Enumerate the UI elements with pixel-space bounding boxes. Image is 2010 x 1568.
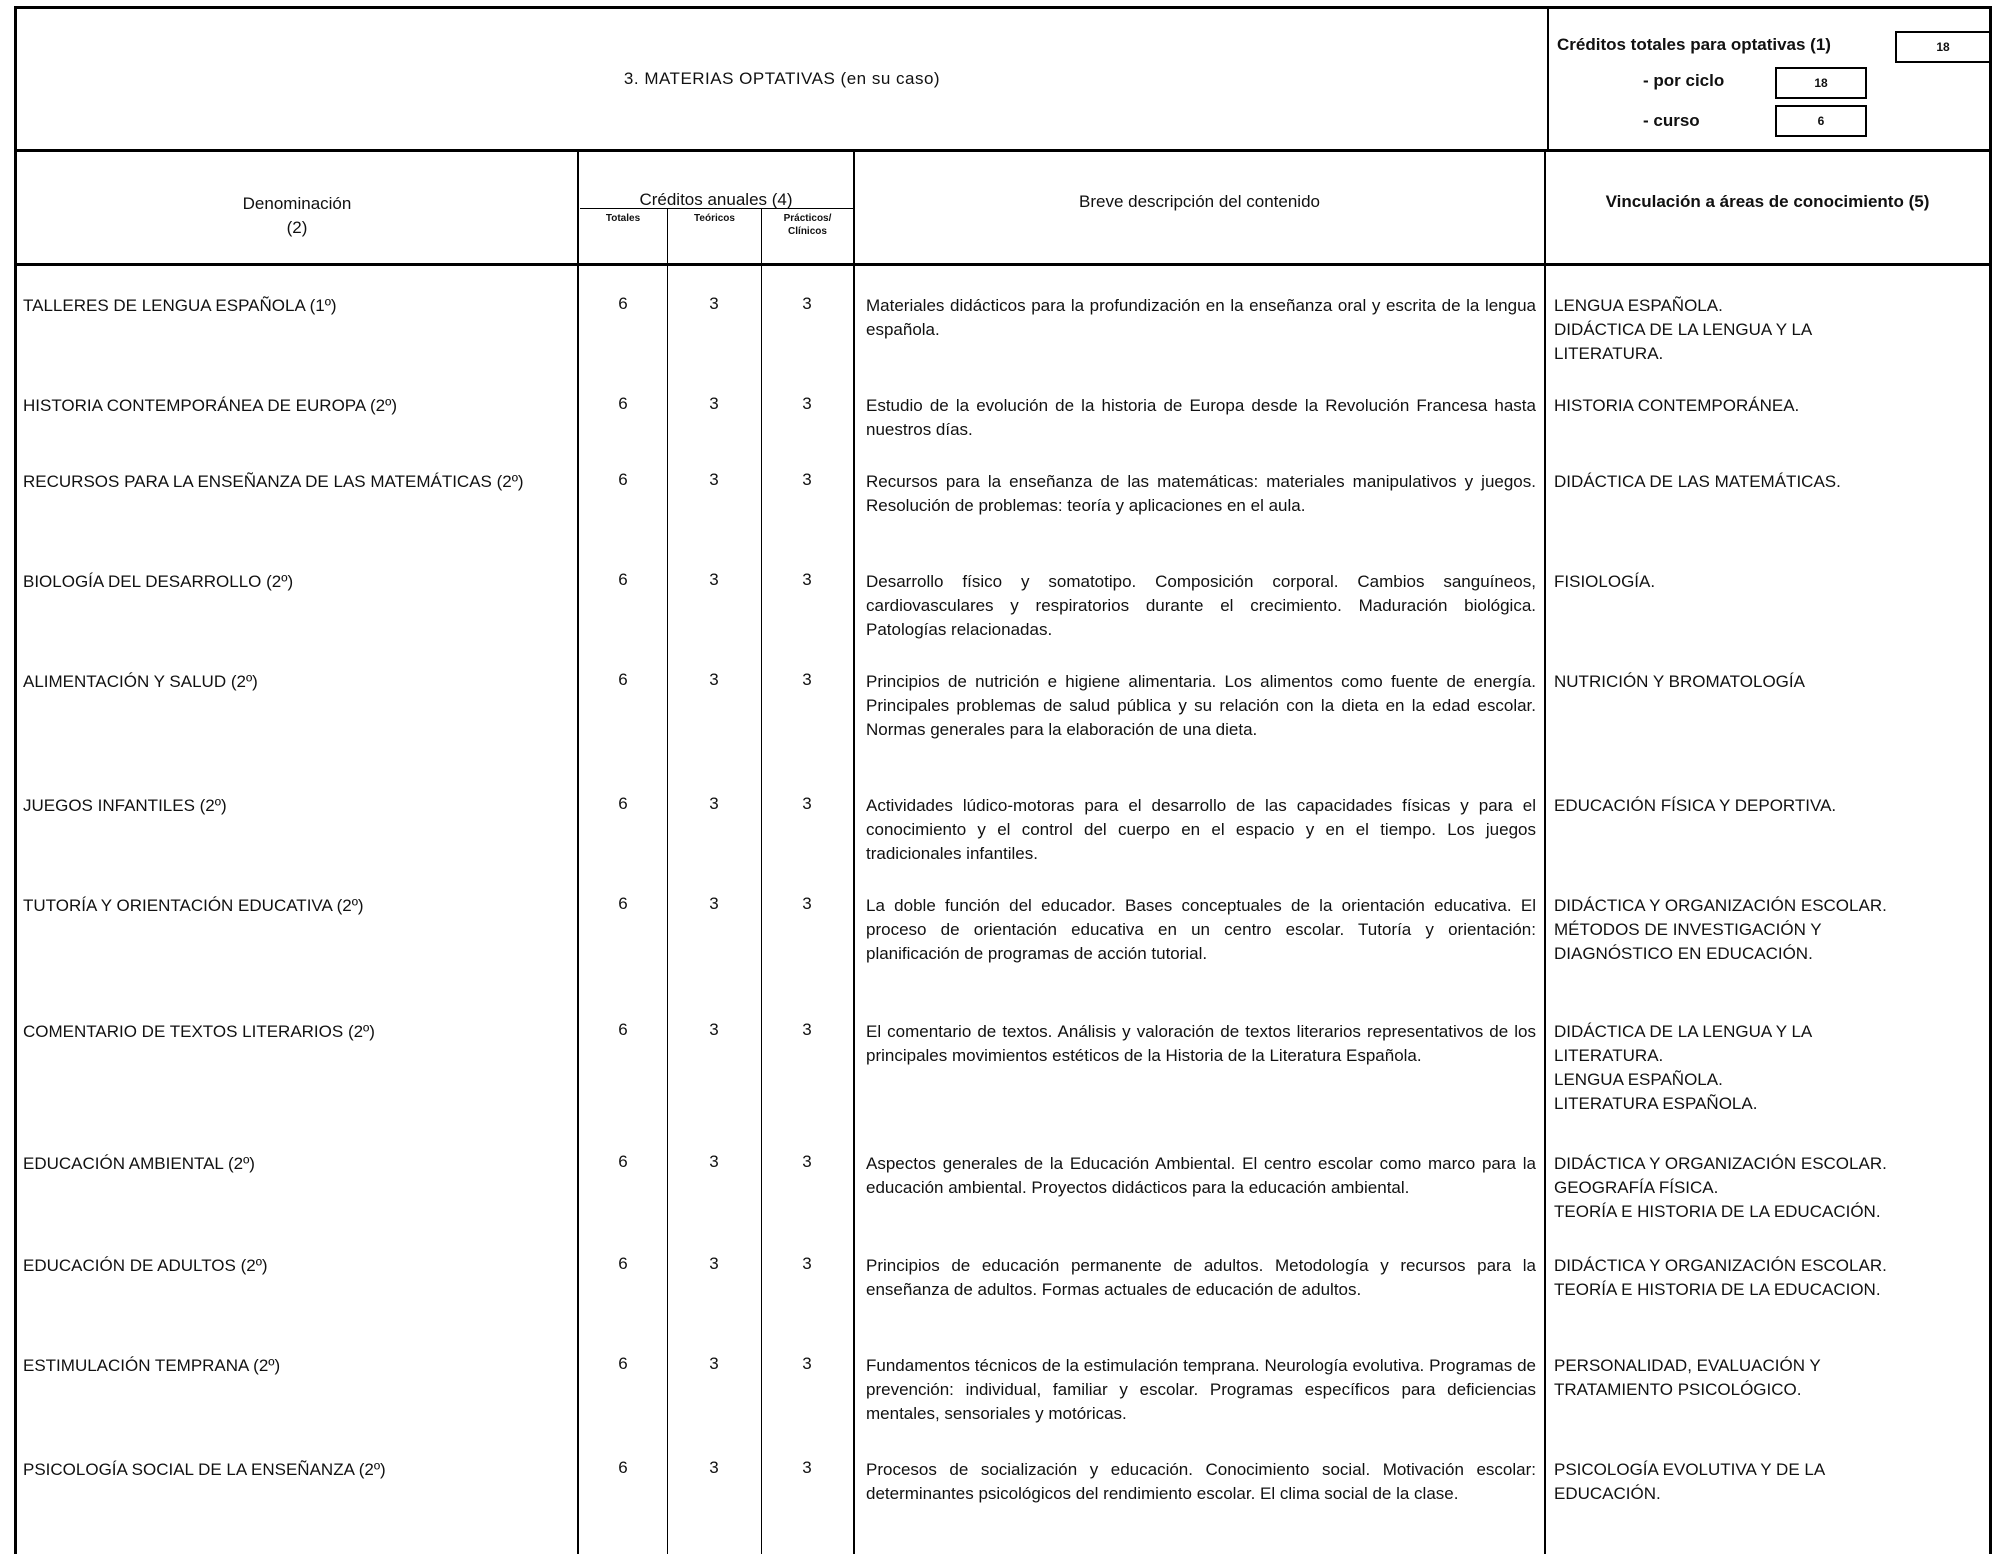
subject-name: ALIMENTACIÓN Y SALUD (2º) [23,672,258,691]
knowledge-areas [1554,1354,1984,1402]
header-descripcion: Breve descripción del contenido [1079,192,1320,211]
area-line: DIDÁCTICA DE LAS MATEMÁTICAS. [1554,472,1841,491]
subject-description: Estudio de la evolución de la historia de Europa desde la Revolución Francesa hasta nuestros días. [866,396,1536,439]
area-line: DIDÁCTICA Y ORGANIZACIÓN ESCOLAR. [1554,896,1887,915]
credits-totales: 6 [618,394,628,413]
credits-totales: 6 [618,1458,628,1477]
area-line: EDUCACIÓN FÍSICA Y DEPORTIVA. [1554,796,1837,815]
area-line: DIDÁCTICA Y ORGANIZACIÓN ESCOLAR. [1554,1256,1887,1275]
area-line: TRATAMIENTO PSICOLÓGICO. [1554,1380,1802,1399]
subject-name: EDUCACIÓN DE ADULTOS (2º) [23,1256,268,1275]
header-teoricos: Teóricos [694,213,735,224]
knowledge-areas [1554,670,1984,694]
credits-practicos: 3 [802,1152,812,1171]
credits-total-label: Créditos totales para optativas (1) [1557,35,1831,54]
credits-total-box: 18 [1895,31,1991,63]
header-denominacion [17,192,577,240]
credits-teoricos: 3 [709,394,719,413]
credits-totales: 6 [618,794,628,813]
area-line: TEORÍA E HISTORIA DE LA EDUCACIÓN. [1554,1202,1881,1221]
header-vinculacion: Vinculación a áreas de conocimiento (5) [1605,192,1930,211]
credits-totales: 6 [618,1020,628,1039]
area-line: PSICOLOGÍA EVOLUTIVA Y DE LA [1554,1460,1826,1479]
curso-box: 6 [1775,105,1867,137]
header-denominacion-note: (2) [286,218,308,237]
header-clinicos-text: Clínicos [788,226,827,237]
credits-teoricos: 3 [709,294,719,313]
subject-description: Actividades lúdico-motoras para el desarrollo de las capacidades físicas y para el conocimiento y el control del cuerpo en el espacio y en el tiempo. Los juegos tradicionales infantiles. [866,796,1536,863]
area-line: LENGUA ESPAÑOLA. [1554,296,1723,315]
area-line: LITERATURA. [1554,344,1664,363]
credits-practicos: 3 [802,1254,812,1273]
area-line: LITERATURA. [1554,1046,1664,1065]
subject-name: JUEGOS INFANTILES (2º) [23,796,227,815]
curso-label: - curso [1643,111,1700,130]
subject-description: Principios de nutrición e higiene alimentaria. Los alimentos como fuente de energía. Principales problemas de salud pública y su relación con la dieta en la edad escolar. Normas generales para la elaboración de una dieta. [866,672,1536,739]
credits-practicos: 3 [802,1354,812,1373]
subject-name: ESTIMULACIÓN TEMPRANA (2º) [23,1356,281,1375]
credits-teoricos: 3 [709,570,719,589]
header-practicos-text: Prácticos/ [783,213,832,224]
knowledge-areas [1554,794,1984,818]
area-line: FISIOLOGÍA. [1554,572,1656,591]
knowledge-areas [1554,1020,1984,1116]
credits-teoricos: 3 [709,794,719,813]
header-creditos: Créditos anuales (4) [639,190,793,209]
body-col-divider-1 [577,266,579,1554]
subject-name: TUTORÍA Y ORIENTACIÓN EDUCATIVA (2º) [23,896,364,915]
credits-practicos: 3 [802,570,812,589]
credits-totales: 6 [618,1254,628,1273]
area-line: GEOGRAFÍA FÍSICA. [1554,1178,1719,1197]
subject-name: RECURSOS PARA LA ENSEÑANZA DE LAS MATEMÁTICAS (2º) [23,472,524,491]
area-line: LITERATURA ESPAÑOLA. [1554,1094,1758,1113]
area-line: DIDÁCTICA Y ORGANIZACIÓN ESCOLAR. [1554,1154,1887,1173]
credits-teoricos: 3 [709,470,719,489]
knowledge-areas [1554,1152,1984,1224]
area-line: DIAGNÓSTICO EN EDUCACIÓN. [1554,944,1813,963]
body-col-divider-3 [761,266,762,1554]
subject-description: Fundamentos técnicos de la estimulación temprana. Neurología evolutiva. Programas de prevención: individual, familiar y escolar. Programas específicos para deficiencias mentales, sensoriales y motóricas. [866,1356,1536,1423]
subject-description: Desarrollo físico y somatotipo. Composición corporal. Cambios sanguíneos, cardiovasculares y respiratorios durante el crecimiento. Maduración biológica. Patologías relacionadas. [866,572,1536,639]
section-title: 3. MATERIAS OPTATIVAS (en su caso) [623,69,941,88]
credits-totales: 6 [618,894,628,913]
subject-name: COMENTARIO DE TEXTOS LITERARIOS (2º) [23,1022,375,1041]
area-line: HISTORIA CONTEMPORÁNEA. [1554,396,1800,415]
knowledge-areas [1554,470,1984,494]
credits-practicos: 3 [802,470,812,489]
credits-totales: 6 [618,570,628,589]
credits-practicos: 3 [802,394,812,413]
credits-practicos: 3 [802,1458,812,1477]
credits-teoricos: 3 [709,894,719,913]
credits-totales: 6 [618,1354,628,1373]
area-line: PERSONALIDAD, EVALUACIÓN Y [1554,1356,1821,1375]
subject-description: Principios de educación permanente de adultos. Metodología y recursos para la enseñanza de adultos. Formas actuales de educación de adultos. [866,1256,1536,1299]
credits-practicos: 3 [802,794,812,813]
credits-totales: 6 [618,1152,628,1171]
header-practicos [762,212,853,238]
credits-practicos: 3 [802,294,812,313]
subject-name: HISTORIA CONTEMPORÁNEA DE EUROPA (2º) [23,396,397,415]
column-header [14,152,1992,266]
credits-totales: 6 [618,294,628,313]
body-col-divider-5 [1544,266,1546,1554]
area-line: TEORÍA E HISTORIA DE LA EDUCACION. [1554,1280,1881,1299]
table-body [14,266,1992,1554]
area-line: LENGUA ESPAÑOLA. [1554,1070,1723,1089]
credits-teoricos: 3 [709,1020,719,1039]
subject-description: Aspectos generales de la Educación Ambiental. El centro escolar como marco para la educación ambiental. Proyectos didácticos para la educación ambiental. [866,1154,1536,1197]
credits-totales: 6 [618,670,628,689]
area-line: MÉTODOS DE INVESTIGACIÓN Y [1554,920,1822,939]
knowledge-areas [1554,570,1984,594]
credits-teoricos: 3 [709,1152,719,1171]
por-ciclo-box: 18 [1775,67,1867,99]
subject-description: El comentario de textos. Análisis y valoración de textos literarios representativos de los principales movimientos estéticos de la Historia de la Literatura Española. [866,1022,1536,1065]
document-frame [14,6,1994,1554]
por-ciclo-label: - por ciclo [1643,71,1725,90]
credits-teoricos: 3 [709,1254,719,1273]
credits-teoricos: 3 [709,1458,719,1477]
body-col-divider-4 [853,266,855,1554]
area-line: DIDÁCTICA DE LA LENGUA Y LA [1554,1022,1813,1041]
subject-name: EDUCACIÓN AMBIENTAL (2º) [23,1154,255,1173]
area-line: NUTRICIÓN Y BROMATOLOGÍA [1554,672,1805,691]
header-totales: Totales [605,213,641,224]
subject-name: BIOLOGÍA DEL DESARROLLO (2º) [23,572,294,591]
credits-summary [1549,9,1989,149]
knowledge-areas [1554,1458,1984,1506]
credits-totales: 6 [618,470,628,489]
subject-description: Materiales didácticos para la profundización en la enseñanza oral y escrita de la lengua española. [866,296,1536,339]
subject-description: Recursos para la enseñanza de las matemáticas: materiales manipulativos y juegos. Resolución de problemas: teoría y aplicaciones en el aula. [866,472,1536,515]
knowledge-areas [1554,894,1984,966]
area-line: DIDÁCTICA DE LA LENGUA Y LA [1554,320,1813,339]
knowledge-areas [1554,294,1984,366]
subject-description: Procesos de socialización y educación. Conocimiento social. Motivación escolar: determinantes psicológicos del rendimiento escolar. El clima social de la clase. [866,1460,1536,1503]
credits-practicos: 3 [802,894,812,913]
header-denominacion-text: Denominación [242,194,352,213]
area-line: EDUCACIÓN. [1554,1484,1661,1503]
subject-name: TALLERES DE LENGUA ESPAÑOLA (1º) [23,296,337,315]
credits-teoricos: 3 [709,670,719,689]
subject-name: PSICOLOGÍA SOCIAL DE LA ENSEÑANZA (2º) [23,1460,386,1479]
knowledge-areas [1554,1254,1984,1302]
knowledge-areas [1554,394,1984,418]
credits-practicos: 3 [802,1020,812,1039]
subject-description: La doble función del educador. Bases conceptuales de la orientación educativa. El proceso de orientación educativa en un centro escolar. Tutoría y orientación: planificación de programas de acción tutorial. [866,896,1536,963]
credits-teoricos: 3 [709,1354,719,1373]
credits-practicos: 3 [802,670,812,689]
section-header [14,6,1992,152]
body-col-divider-2 [667,266,668,1554]
